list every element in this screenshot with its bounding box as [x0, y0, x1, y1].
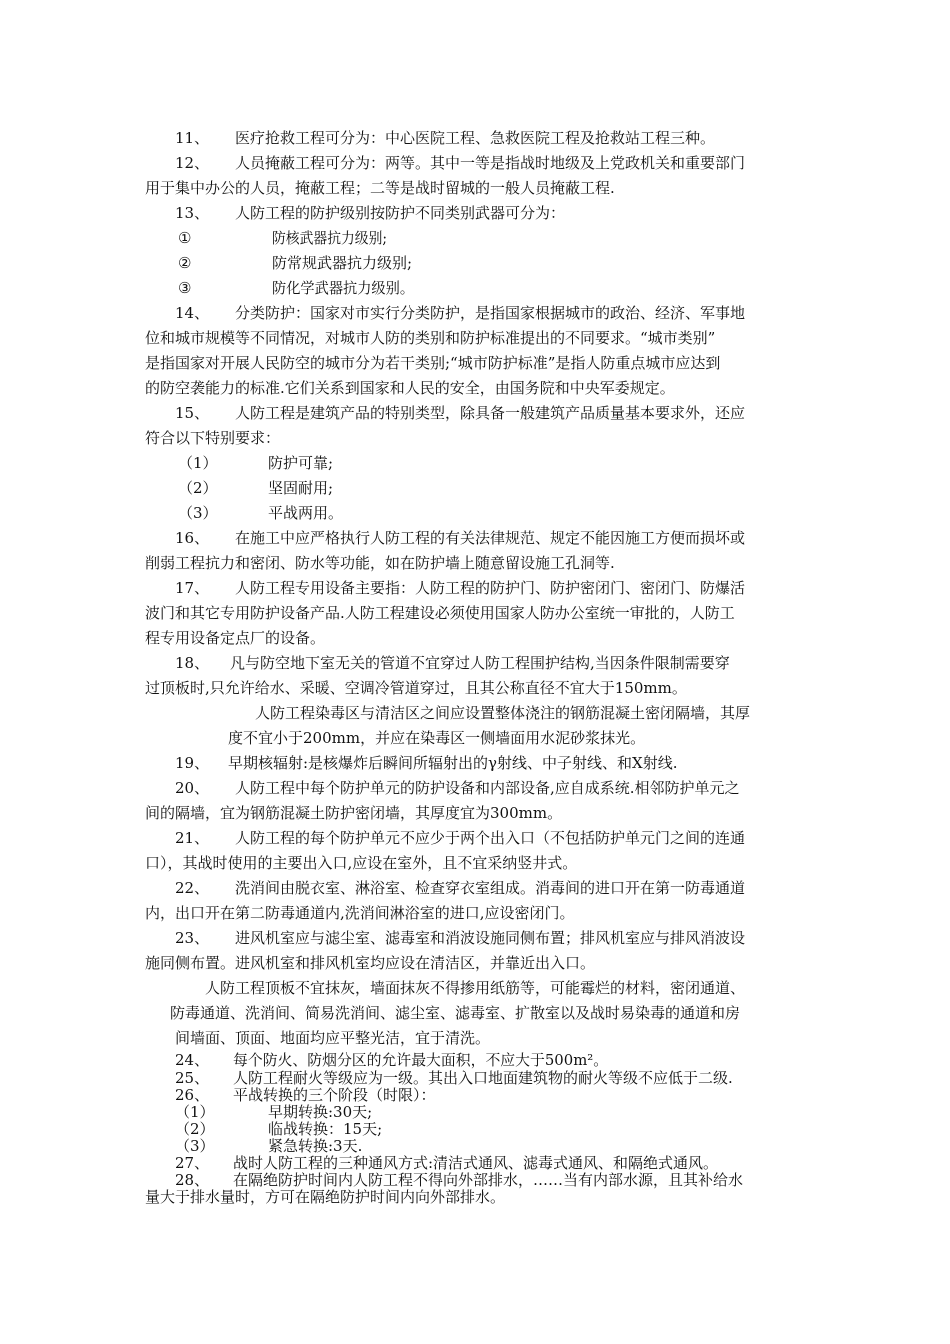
line-text: 间的隔墙，宜为钢筋混凝土防护密闭墙，其厚度宜为300mm。	[145, 804, 563, 822]
line-text: 人防工程的每个防护单元不应少于两个出入口（不包括防护单元门之间的连通	[235, 829, 746, 847]
line-text: 人防工程的防护级别按防护不同类别武器可分为：	[235, 204, 566, 222]
line-text: 口），其战时使用的主要出入口,应设在室外，且不宜采纳竖井式。	[145, 854, 578, 872]
line-text: 人防工程顶板不宜抹灰，墙面抹灰不得掺用纸筋等，可能霉烂的材料，密闭通道、	[205, 979, 746, 997]
item-number: 17、	[175, 579, 210, 597]
line-text: 洗消间由脱衣室、淋浴室、检查穿衣室组成。消毒间的进口开在第一防毒通道	[235, 879, 746, 897]
line-text: 坚固耐用;	[268, 479, 334, 497]
item-number: 11、	[175, 129, 210, 147]
item-number: 13、	[175, 204, 210, 222]
item-number: （2）	[175, 1120, 215, 1138]
item-number: 27、	[175, 1154, 210, 1172]
line-text: 符合以下特别要求：	[145, 429, 281, 447]
line-text: 平战转换的三个阶段（时限）：	[233, 1086, 436, 1104]
item-number: 16、	[175, 529, 210, 547]
line-text: 过顶板时,只允许给水、采暖、空调冷管道穿过，且其公称直径不宜大于150mm。	[145, 679, 687, 697]
line-text: 进风机室应与滤尘室、滤毒室和消波设施同侧布置；排风机室应与排风消波设	[235, 929, 746, 947]
item-number: 21、	[175, 829, 210, 847]
item-number: （3）	[178, 504, 218, 522]
item-number: （3）	[175, 1137, 215, 1155]
line-text: 人防工程中每个防护单元的防护设备和内部设备,应自成系统.相邻防护单元之	[235, 779, 740, 797]
item-number: 12、	[175, 154, 210, 172]
line-text: 间墙面、顶面、地面均应平整光洁，宜于清洗。	[175, 1029, 491, 1047]
item-number: 22、	[175, 879, 210, 897]
item-number: 25、	[175, 1069, 210, 1087]
item-number: ①	[178, 229, 192, 247]
line-text: 在隔绝防护时间内人防工程不得向外部排水，……当有内部水源，且其补给水	[233, 1171, 744, 1189]
line-text: 削弱工程抗力和密闭、防水等功能，如在防护墙上随意留设施工孔洞等.	[145, 554, 615, 572]
item-number: 14、	[175, 304, 210, 322]
line-text: 施同侧布置。进风机室和排风机室均应设在清洁区，并靠近出入口。	[145, 954, 596, 972]
line-text: 人防工程耐火等级应为一级。其出入口地面建筑物的耐火等级不应低于二级.	[233, 1069, 733, 1087]
item-number: ③	[178, 279, 192, 297]
line-text: 波门和其它专用防护设备产品.人防工程建设必须使用国家人防办公室统一审批的，人防工	[145, 604, 735, 622]
line-text: 人防工程染毒区与清洁区之间应设置整体浇注的钢筋混凝土密闭隔墙，其厚	[255, 704, 751, 722]
line-text: 防毒通道、洗消间、简易洗消间、滤尘室、滤毒室、扩散室以及战时易染毒的通道和房	[170, 1004, 741, 1022]
line-text: 凡与防空地下室无关的管道不宜穿过人防工程围护结构,当因条件限制需要穿	[230, 654, 730, 672]
item-number: （2）	[178, 479, 218, 497]
line-text: 的防空袭能力的标准.它们关系到国家和人民的安全，由国务院和中央军委规定。	[145, 379, 675, 397]
line-text: 内，出口开在第二防毒通道内,洗消间淋浴室的进口,应设密闭门。	[145, 904, 575, 922]
line-text: 防常规武器抗力级别;	[272, 254, 413, 272]
line-text: 位和城市规模等不同情况，对城市人防的类别和防护标准提出的不同要求。“城市类别”	[145, 329, 716, 347]
line-text: 是指国家对开展人民防空的城市分为若干类别;“城市防护标准”是指人防重点城市应达到	[145, 354, 721, 372]
line-text: 临战转换：15天;	[268, 1120, 383, 1138]
line-text: 分类防护：国家对市实行分类防护，是指国家根据城市的政治、经济、军事地	[235, 304, 746, 322]
line-text: 紧急转换:3天.	[268, 1137, 363, 1155]
item-number: 20、	[175, 779, 210, 797]
line-text: 量大于排水量时，方可在隔绝防护时间内向外部排水。	[145, 1188, 506, 1206]
line-text: 平战两用。	[268, 504, 344, 522]
item-number: 26、	[175, 1086, 210, 1104]
line-text: 早期转换:30天;	[268, 1103, 373, 1121]
line-text: 防核武器抗力级别;	[272, 229, 388, 247]
item-number: （1）	[178, 454, 218, 472]
item-number: 15、	[175, 404, 210, 422]
line-text: 程专用设备定点厂的设备。	[145, 629, 326, 647]
item-number: 28、	[175, 1171, 210, 1189]
line-text: 防化学武器抗力级别。	[272, 279, 415, 297]
line-text: 人防工程专用设备主要指：人防工程的防护门、防护密闭门、密闭门、防爆活	[235, 579, 746, 597]
line-text: 在施工中应严格执行人防工程的有关法律规范、规定不能因施工方便而损坏或	[235, 529, 746, 547]
line-text: 人防工程是建筑产品的特别类型，除具备一般建筑产品质量基本要求外，还应	[235, 404, 746, 422]
line-text: 早期核辐射:是核爆炸后瞬间所辐射出的γ射线、中子射线、和X射线.	[228, 754, 678, 772]
item-number: 19、	[175, 754, 210, 772]
line-text: 每个防火、防烟分区的允许最大面积，不应大于500m²。	[233, 1051, 609, 1069]
item-number: 23、	[175, 929, 210, 947]
item-number: ②	[178, 254, 192, 272]
item-number: 24、	[175, 1051, 210, 1069]
item-number: （1）	[175, 1103, 215, 1121]
line-text: 用于集中办公的人员，掩蔽工程；二等是战时留城的一般人员掩蔽工程.	[145, 179, 615, 197]
line-text: 医疗抢救工程可分为：中心医院工程、急救医院工程及抢救站工程三种。	[235, 129, 716, 147]
item-number: 18、	[175, 654, 210, 672]
line-text: 人员掩蔽工程可分为：两等。其中一等是指战时地级及上党政机关和重要部门	[235, 154, 746, 172]
line-text: 防护可靠;	[268, 454, 334, 472]
line-text: 度不宜小于200mm，并应在染毒区一侧墙面用水泥砂浆抹光。	[228, 729, 646, 747]
line-text: 战时人防工程的三种通风方式:清洁式通风、滤毒式通风、和隔绝式通风。	[233, 1154, 719, 1172]
